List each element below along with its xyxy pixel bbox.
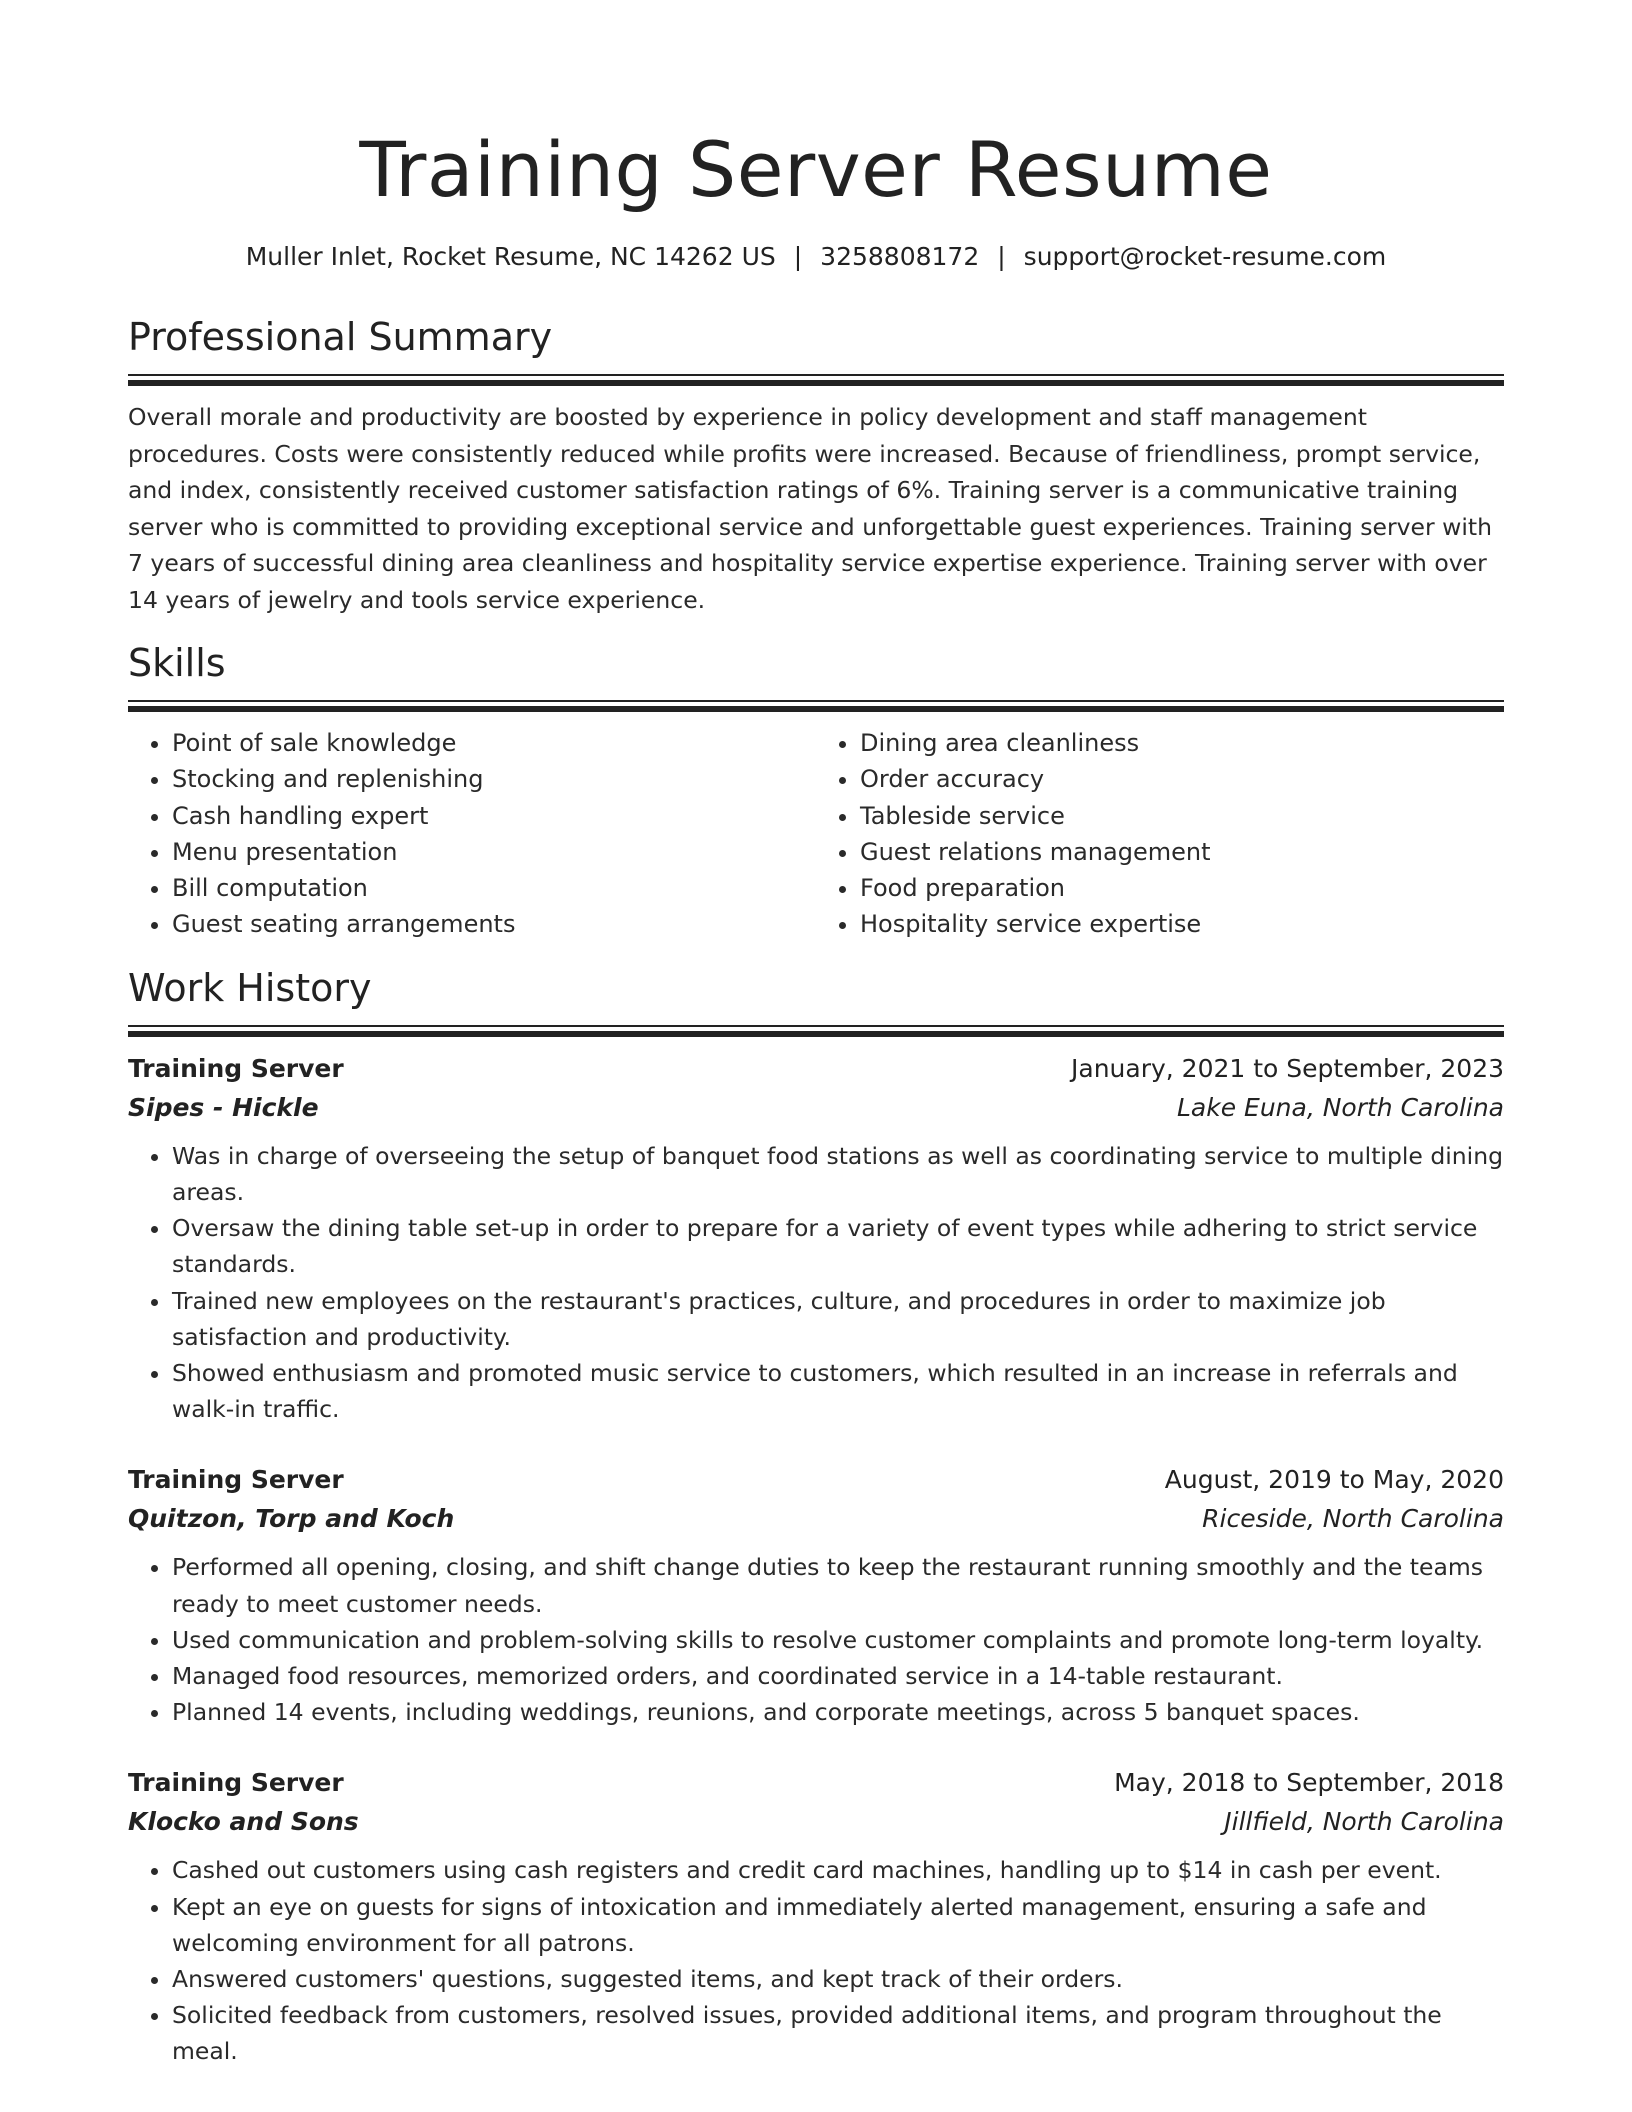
- skills-column-right: [816, 725, 1504, 943]
- job-duty: • Oversaw the dining table set-up in order to prepare for a variety of event types while adhering to strict service standards.: [172, 1210, 1504, 1282]
- skill-item: • Stocking and replenishing: [172, 761, 816, 797]
- resume-title: Training Server Resume: [359, 125, 1273, 214]
- job-duty: • Showed enthusiasm and promoted music service to customers, which resulted in an increase in referrals and walk-in traffic.: [172, 1355, 1504, 1427]
- job-title: Training Server: [128, 1053, 344, 1083]
- contact-address: Muller Inlet, Rocket Resume, NC 14262 US: [245, 242, 776, 271]
- job-duty: • Solicited feedback from customers, resolved issues, provided additional items, and program throughout the meal.: [172, 1997, 1504, 2069]
- section-divider: [128, 374, 1504, 385]
- job-duty: • Performed all opening, closing, and shift change duties to keep the restaurant running smoothly and the teams ready to meet customer needs.: [172, 1549, 1504, 1621]
- skills-column-left: [128, 725, 816, 943]
- job-duty: • Cashed out customers using cash registers and credit card machines, handling up to $14 in cash per event.: [172, 1852, 1504, 1888]
- job-entry: [128, 1050, 1504, 1428]
- skill-item: • Dining area cleanliness: [860, 725, 1504, 761]
- section-divider: [128, 1025, 1504, 1036]
- job-location: Riceside, North Carolina: [1202, 1504, 1504, 1534]
- job-title: Training Server: [128, 1768, 344, 1798]
- job-duty: • Planned 14 events, including weddings, reunions, and corporate meetings, across 5 banquet spaces.: [172, 1694, 1504, 1730]
- job-location: Jillfield, North Carolina: [1224, 1807, 1504, 1837]
- skill-item: • Menu presentation: [172, 834, 816, 870]
- contact-line: [128, 240, 1504, 274]
- summary-heading: Professional Summary: [128, 315, 553, 359]
- skills-list: [128, 725, 1504, 943]
- job-company: Quitzon, Torp and Koch: [128, 1504, 455, 1534]
- job-duty: • Managed food resources, memorized orders, and coordinated service in a 14-table restaurant.: [172, 1658, 1504, 1694]
- skill-item: • Point of sale knowledge: [172, 725, 816, 761]
- job-dates: May, 2018 to September, 2018: [1114, 1768, 1504, 1798]
- job-company: Klocko and Sons: [128, 1807, 359, 1837]
- job-location: Lake Euna, North Carolina: [1176, 1092, 1504, 1122]
- job-duties: [128, 1549, 1504, 1730]
- skill-item: • Guest relations management: [860, 834, 1504, 870]
- job-duty: • Used communication and problem-solving skills to resolve customer complaints and promote long-term loyalty.: [172, 1622, 1504, 1658]
- summary-section: [128, 314, 1504, 618]
- contact-phone: 3258808172: [820, 242, 980, 271]
- job-duty: • Was in charge of overseeing the setup of banquet food stations as well as coordinating service to multiple dining areas.: [172, 1138, 1504, 1210]
- skill-item: • Tableside service: [860, 798, 1504, 834]
- job-entry: [128, 1764, 1504, 2069]
- contact-separator: |: [997, 242, 1006, 271]
- skill-item: • Food preparation: [860, 870, 1504, 906]
- job-duty: • Answered customers' questions, suggested items, and kept track of their orders.: [172, 1961, 1504, 1997]
- skills-heading: Skills: [128, 641, 226, 685]
- work-history-section: [128, 965, 1504, 2070]
- contact-separator: |: [793, 242, 803, 271]
- skill-item: • Order accuracy: [860, 761, 1504, 797]
- skill-item: • Guest seating arrangements: [172, 906, 816, 942]
- job-company: Sipes - Hickle: [128, 1092, 319, 1122]
- skill-item: • Hospitality service expertise: [860, 906, 1504, 942]
- job-duty: • Trained new employees on the restaurant's practices, culture, and procedures in order to maximize job satisfaction and productivity.: [172, 1283, 1504, 1355]
- job-duties: [128, 1852, 1504, 2069]
- section-divider: [128, 700, 1504, 711]
- job-dates: August, 2019 to May, 2020: [1164, 1465, 1504, 1495]
- skills-section: [128, 640, 1504, 943]
- job-entry: [128, 1461, 1504, 1730]
- work-history-heading: Work History: [128, 965, 372, 1010]
- job-duty: • Kept an eye on guests for signs of intoxication and immediately alerted management, ensuring a safe and welcoming environment for all patrons.: [172, 1889, 1504, 1961]
- job-dates: January, 2021 to September, 2023: [1071, 1053, 1504, 1083]
- job-title: Training Server: [128, 1465, 344, 1495]
- skill-item: • Bill computation: [172, 870, 816, 906]
- skill-item: • Cash handling expert: [172, 798, 816, 834]
- contact-email: support@rocket-resume.com: [1023, 242, 1387, 271]
- job-duties: [128, 1138, 1504, 1428]
- summary-text: Overall morale and productivity are boosted by experience in policy development and staff management procedures. Costs were consistently reduced while profits were increased. Because of friendliness, prompt service, and index, consistently received customer satisfaction ratings of 6%. Training server is a communicative training server who is committed to providing exceptional service and unforgettable guest experiences. Training server with 7 years of successful dining area cleanliness and hospitality service expertise experience. Training server with over 14 years of jewelry and tools service experience.: [128, 403, 1492, 614]
